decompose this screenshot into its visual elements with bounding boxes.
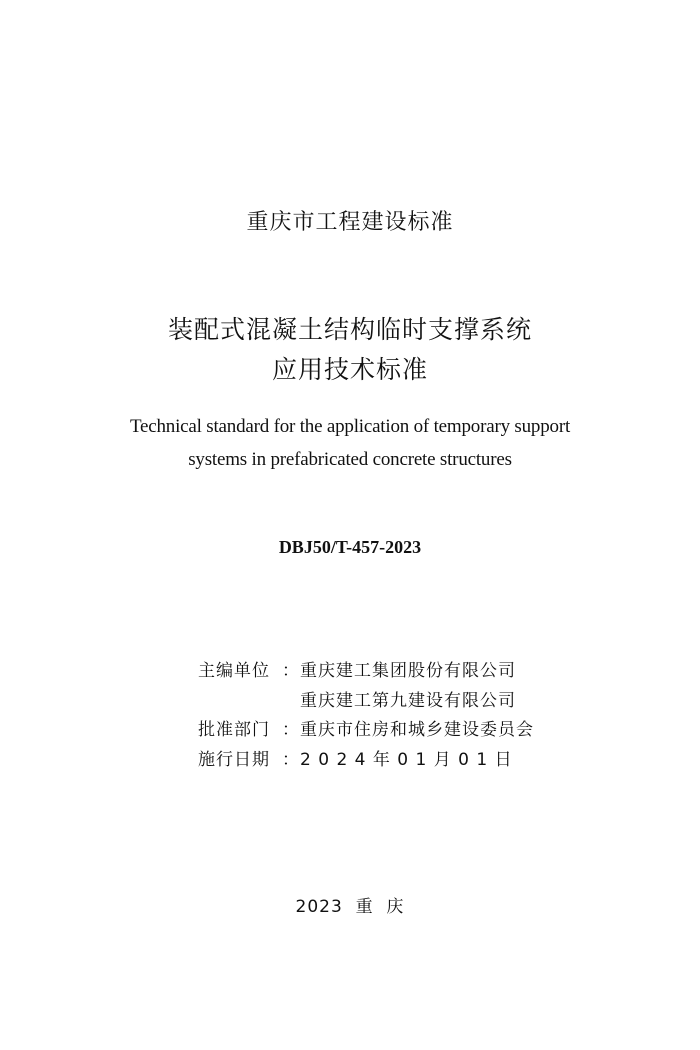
- effective-date-label: 施行日期: [198, 749, 270, 770]
- approver-value: 重庆市住房和城乡建设委员会: [300, 720, 534, 740]
- chief-editor-label: 主编单位: [198, 661, 270, 681]
- chief-editor-row: [198, 657, 534, 687]
- effective-date-row: [198, 746, 534, 776]
- english-title-line-1: Technical standard for the application of temporary support: [129, 416, 571, 437]
- approver-separator: ：: [282, 720, 300, 740]
- chinese-title-line-1: 装配式混凝土结构临时支撑系统: [167, 315, 532, 344]
- chinese-title-line-2: 应用技术标准: [271, 355, 428, 384]
- chief-editor-row-2: [198, 687, 534, 717]
- english-title-line-2: systems in prefabricated concrete structures: [188, 449, 512, 470]
- issuing-info-block: [198, 657, 534, 775]
- approver-row: [198, 716, 534, 746]
- standard-series-title: 重庆市工程建设标准: [246, 210, 454, 235]
- chief-editor-value-1: 重庆建工集团股份有限公司: [300, 661, 516, 681]
- chief-editor-value-2: 重庆建工第九建设有限公司: [300, 690, 516, 711]
- standard-code: DBJ50/T-457-2023: [278, 537, 422, 557]
- approver-label: 批准部门: [198, 720, 270, 740]
- effective-date-separator: ：: [282, 749, 300, 770]
- publication-year-place: 2023 重 庆: [295, 897, 405, 917]
- effective-date-value: 2 0 2 4 年 0 1 月 0 1 日: [300, 749, 513, 770]
- chief-editor-separator: ：: [282, 661, 300, 681]
